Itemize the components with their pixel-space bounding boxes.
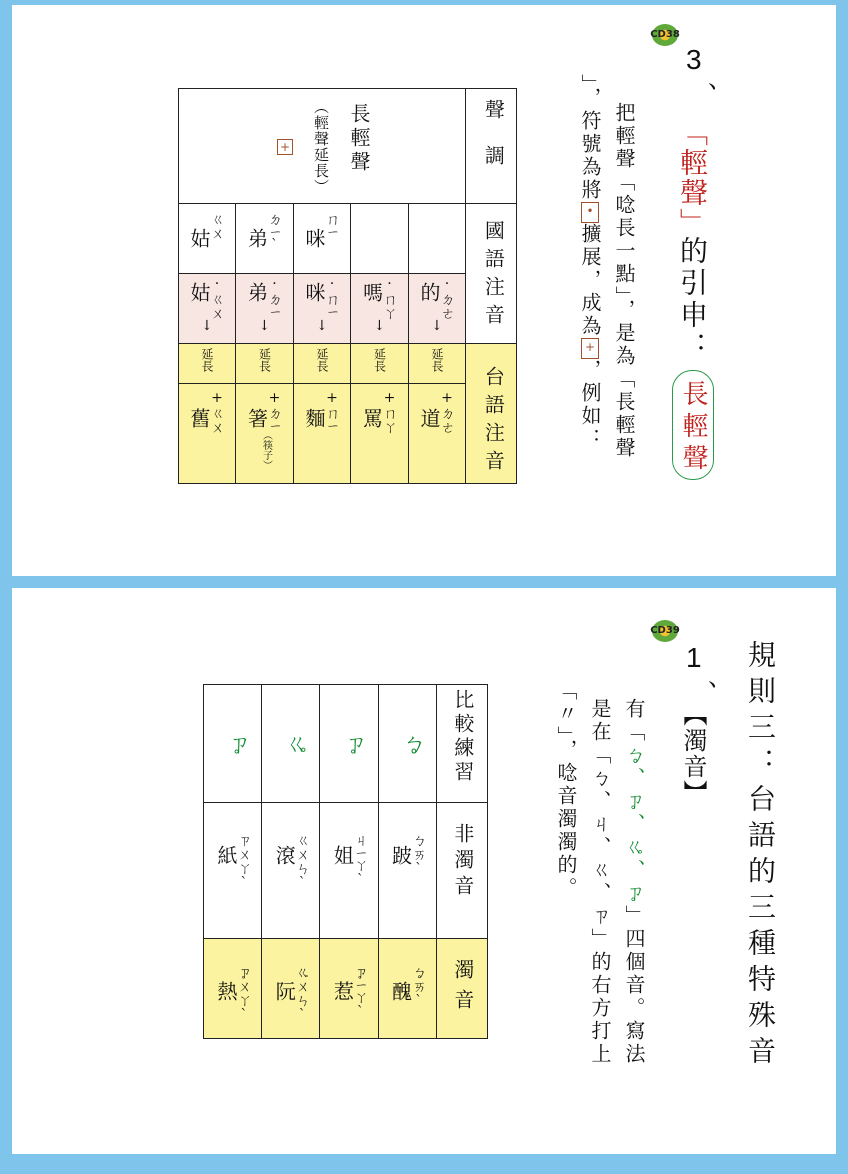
cd39-badge[interactable]: CD39	[648, 620, 682, 642]
header-taiwanese: 台語注音	[481, 366, 506, 478]
symbol-cell: ㆡ	[223, 731, 251, 755]
tai-cell-2: 罵 +ㄇㄚ	[359, 390, 398, 434]
top-cell-1	[409, 204, 465, 273]
mid-cell-4: 弟 ·ㄉㄧ ↓	[244, 276, 283, 334]
voiced-cell-4: 熱 ㆡㄨㄚˋ	[214, 965, 252, 1023]
stretch-label: 延長	[429, 348, 444, 372]
light-tone-table	[178, 88, 517, 484]
top-cell-3: 咪 ㄇㄧ	[301, 212, 340, 248]
page-divider	[0, 576, 848, 588]
header-voiced: 濁音	[450, 959, 475, 1019]
section-number: 3	[686, 44, 702, 75]
arrow-down-icon: ↓	[201, 318, 213, 334]
symbol-cell: ㆡ	[339, 731, 368, 755]
stretch-label: 延長	[200, 348, 214, 372]
voiced-cell-3: 阮 ㆣㄨㄣˋ	[272, 965, 311, 1023]
body-line-1: 把輕聲「唸長一點」，是為「長輕聲	[612, 102, 636, 460]
page-border-bottom	[0, 1154, 848, 1174]
title-oval: 長輕聲	[672, 370, 714, 480]
arrow-down-icon: ↓	[315, 318, 328, 334]
stretch-label: 延長	[314, 348, 329, 372]
symbol-cell: ㆠ	[397, 731, 426, 755]
tai-cell-5: 舊 +ㄍㄨ	[187, 390, 225, 434]
symbol-cell: ㆣ	[281, 731, 310, 755]
plus-symbol-box: +	[583, 340, 597, 357]
dot-symbol-box: •	[583, 204, 597, 221]
mid-cell-2: 嗎 ·ㄇㄚ ↓	[359, 276, 398, 334]
tai-cell-3: 麵 +ㄇㄧ	[301, 390, 340, 432]
top-cell-2	[351, 204, 407, 273]
stretch-label: 延長	[372, 348, 387, 372]
top-cell-4: 弟 ㄉㄧˋ	[244, 212, 283, 254]
body-line-3: 「〃」，唸音濁濁的。	[554, 680, 578, 900]
tai-cell-1: 道 +ㄉㄜ	[416, 390, 455, 434]
enum-mark: 、	[687, 680, 717, 706]
stretch-label: 延長	[257, 348, 272, 372]
body-line-2: 是在「ㄅ、ㄐ、ㄍ、ㄗ」的右方打上	[588, 698, 612, 1066]
mid-cell-1: 的 ·ㄉㄜ ↓	[416, 276, 455, 334]
arrow-down-icon: ↓	[430, 318, 443, 334]
body-line-1: 有「ㆠ、ㆡ、ㆣ、ㆡ」四個音。寫法	[622, 698, 646, 1066]
enum-mark: 、	[687, 82, 717, 108]
rule-title: 規則三：台語的三種特殊音	[744, 640, 777, 1072]
header-compare: 比較練習	[450, 689, 475, 785]
body-line-2: 」，符號為將•擴展，成為+，例如：	[578, 74, 602, 451]
mid-cell-5: 姑 ·ㄍㄨ ↓	[187, 276, 225, 334]
header-mandarin: 國語注音	[481, 220, 506, 332]
voiced-cell-2: 惹 ㆡㄧㄚˋ	[330, 965, 369, 1021]
header-tone: 聲調	[481, 99, 506, 191]
voiced-compare-table	[203, 684, 488, 1039]
plain-cell-1: 跛 ㄅㄞˋ	[388, 833, 427, 877]
section-title: 的引申：	[676, 236, 709, 364]
mid-cell-3: 咪 ·ㄇㄧ ↓	[301, 276, 340, 334]
header-nonvoiced: 非濁音	[450, 823, 475, 901]
plain-cell-2: 姐 ㄐㄧㄚˋ	[330, 833, 369, 889]
voiced-cell-1: 醜 ㆠㄞˋ	[388, 965, 427, 1009]
header-long-light-tone: 長輕聲 （輕聲延長） +	[179, 89, 465, 203]
section-number: 1	[686, 642, 702, 673]
section-title-red: 「輕聲」	[676, 118, 709, 238]
plus-symbol-box: +	[277, 139, 293, 155]
arrow-down-icon: ↓	[373, 318, 386, 334]
cd38-badge[interactable]: CD38	[648, 24, 682, 46]
plain-cell-4: 紙 ㄗㄨㄚˋ	[214, 833, 252, 891]
arrow-down-icon: ↓	[258, 318, 271, 334]
plain-cell-3: 滾 ㄍㄨㄣˋ	[272, 833, 311, 891]
top-cell-5: 姑 ㄍㄨ	[187, 212, 225, 248]
tai-cell-4: 箸 +ㄉㄧ （筷子）	[244, 390, 283, 470]
section-title-bracket: 【濁音】	[679, 702, 707, 806]
page-border-top	[0, 0, 848, 5]
